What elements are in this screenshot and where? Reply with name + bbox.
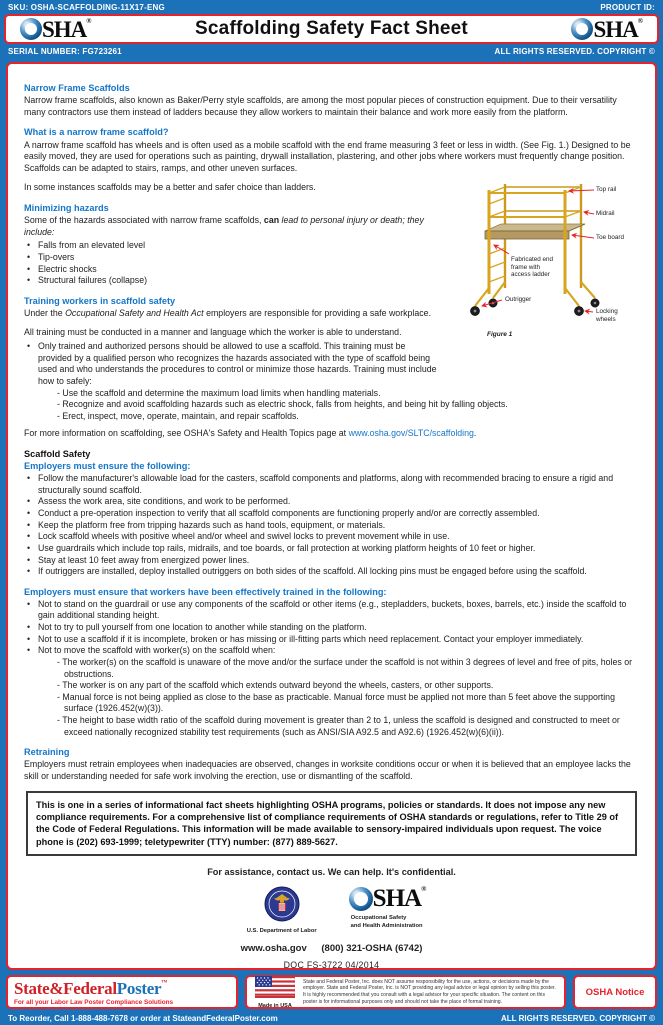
bullet-icon: • [27, 531, 31, 542]
usa-flag-icon [255, 976, 295, 998]
sub-list-item: - Erect, inspect, move, operate, maintain, and repair scaffolds. [57, 410, 299, 421]
osha-phone: (800) 321-OSHA (6742) [321, 942, 423, 954]
bullet-icon: • [27, 341, 31, 352]
rights-label: ALL RIGHTS RESERVED. COPYRIGHT © [494, 46, 655, 56]
disclaimer-box [245, 975, 566, 1009]
section-heading-training: Training workers in scaffold safety [24, 295, 176, 306]
trained-heading: Employers must ensure that workers have been effectively trained in the following: [24, 586, 387, 597]
bullet-icon: • [27, 519, 31, 530]
osha-o-icon [349, 887, 373, 911]
list-item: • Structural failures (collapse) [24, 275, 437, 287]
figure-label-end-frame: Fabricated end frame with access ladder [511, 256, 554, 278]
list-item: • Follow the manufacturer's allowable load for the casters, scaffold components and platforms, along with recommended bracing to ensure a rigid and structurally sound scaffold. [24, 473, 639, 496]
bullet-icon: • [27, 598, 31, 609]
contact-line [24, 943, 639, 956]
osha-logo-footer: SHA ® [349, 886, 427, 911]
list-item: • Use guardrails which include top rails, midrails, and toe boards, or fall protection at working platform heights of 10 feet or higher. [24, 543, 639, 555]
sub-list-item: - Use the scaffold and determine the maximum load limits when handling materials. [57, 387, 381, 398]
list-item: • Stay at least 10 feet away from energized power lines. [24, 555, 639, 567]
training-under: Under the Occupational Safety and Health Act employers are responsible for providing a safe workplace. [24, 307, 432, 318]
serial-bar [0, 44, 663, 58]
serial-number-label: SERIAL NUMBER: FG723261 [8, 46, 122, 56]
sub-list-item: - The height to base width ratio of the scaffold during movement is greater than 2 to 1, unless the scaffold is designed and constructed to meet or exceed nationally recognized stability test requirements (such as ANSI/SIA A92.5 and A92.6) (1926.452(w)(6)(ii)). [57, 714, 620, 737]
sub-list-item: - Recognize and avoid scaffolding hazards such as electric shock, falls from heights, and being hit by falling objects. [57, 399, 508, 410]
bottom-rights-label: ALL RIGHTS RESERVED. COPYRIGHT © [500, 1014, 655, 1023]
figure-label-outrigger: Outrigger [505, 296, 532, 304]
footer [6, 975, 657, 1009]
osha-logo-right: SHA ® [571, 18, 643, 41]
list-item: • If outriggers are installed, deploy installed outriggers on both sides of the scaffold. All locking pins must be engaged before using the scaffold. [24, 566, 639, 578]
list-item: • Not to try to pull yourself from one location to another while standing on the platform. [24, 622, 639, 634]
bullet-icon: • [27, 633, 31, 644]
info-notice-box: This is one in a series of informational fact sheets highlighting OSHA programs, policies or standards. It does not impose any new compliance requirements. For a comprehensive list of compliance requirements of OSHA standards or regulations, refer to Title 29 of the Code of Federal Regulations. This information will be made available to sensory-impaired individuals upon request. The voice phone is (202) 693-1999; teletypewriter (TTY) number: (877) 889-5627. [26, 791, 637, 857]
osha-o-icon [571, 18, 593, 40]
fact-sheet-body [6, 62, 657, 970]
osha-scaffolding-link[interactable]: www.osha.gov/SLTC/scaffolding [348, 428, 474, 439]
brand-logo: State&FederalPoster™ [14, 978, 167, 998]
list-item: • Not to stand on the guardrail or use any components of the scaffold or other items (e.g., stepladders, buckets, boxes, barrels, etc.) inside the scaffold to gain additional standing height. [24, 599, 639, 622]
brand-box [6, 975, 238, 1009]
bullet-icon: • [27, 508, 31, 519]
dol-label: U.S. Department of Labor [246, 927, 317, 934]
section-heading-narrow: Narrow Frame Scaffolds [24, 83, 130, 93]
bullet-icon: • [27, 473, 31, 484]
sku-label: SKU: OSHA-SCAFFOLDING-11X17-ENG [8, 2, 165, 12]
figure-label-top-rail: Top rail [596, 186, 617, 194]
top-bar [0, 0, 663, 14]
dol-seal-block [237, 886, 327, 935]
agency-logos [24, 886, 639, 935]
figure-caption: Figure 1 [487, 331, 513, 339]
bullet-icon: • [27, 622, 31, 633]
page-title: Scaffolding Safety Fact Sheet [195, 18, 468, 39]
list-item: • Not to move the scaffold with worker(s) on the scaffold when: [24, 645, 639, 657]
made-in-usa-block [252, 976, 298, 1009]
figure-label-toe-board: Toe board [596, 234, 625, 242]
list-item: • Not to use a scaffold if it is incomplete, broken or has missing or ill-fitting parts which need replacement. Contact your employer immediately. [24, 634, 639, 646]
bullet-icon: • [27, 566, 31, 577]
bullet-icon: • [27, 554, 31, 565]
list-item: • Assess the work area, site conditions, and work to be performed. [24, 496, 639, 508]
list-item: • Electric shocks [24, 264, 437, 276]
scaffold-figure [447, 176, 639, 348]
assistance-line: For assistance, contact us. We can help. It's confidential. [207, 867, 456, 878]
osha-logo-block [349, 886, 427, 930]
osha-notice-badge: OSHA Notice [573, 975, 657, 1009]
doc-number: DOC FS-3722 04/2014 [283, 960, 380, 970]
figure-label-midrail: Midrail [596, 210, 615, 218]
bullet-icon: • [27, 275, 31, 286]
bullet-icon: • [27, 496, 31, 507]
osha-website: www.osha.gov [240, 942, 307, 954]
list-item: • Falls from an elevated level [24, 240, 437, 252]
figure-label-locking-wheels: Locking wheels [596, 308, 618, 323]
list-item: • Conduct a pre-operation inspection to verify that all scaffold components are functioning properly and/or are correctly assembled. [24, 508, 639, 520]
bullet-icon: • [27, 645, 31, 656]
header [4, 14, 659, 44]
note-paragraph: In some instances scaffolds may be a better and safer choice than ladders. [24, 182, 316, 193]
training-all: All training must be conducted in a manner and language which the worker is able to understand. [24, 327, 402, 338]
hazards-intro: Some of the hazards associated with narrow frame scaffolds, can lead to personal injury or death; they include: [24, 215, 424, 237]
sub-list-item: - The worker is on any part of the scaffold which extends outward beyond the wheels, casters, or other supports. [57, 680, 494, 691]
sub-list-item: - Manual force is not being applied as close to the base as practicable. Manual force must be applied not more than 5 feet above the supporting surface (1926.452(w)(3)). [57, 691, 615, 714]
made-in-usa-label: Made in USA [258, 1002, 292, 1009]
more-info: For more information on scaffolding, see OSHA's Safety and Health Topics page at www.osha.gov/SLTC/scaffolding. [24, 428, 477, 439]
sub-list-item: - The worker(s) on the scaffold is unaware of the move and/or the surface under the scaffold is not within 3 degrees of level and free of pits, holes or obstructions. [57, 656, 633, 679]
brand-tagline: For all your Labor Law Poster Compliance Solutions [14, 998, 174, 1006]
narrow-paragraph: Narrow frame scaffolds, also known as Baker/Perry style scaffolds, are among the most popular pieces of construction equipment. Due to their versatility many contractors use them instead of ladders because they allow workers to maintain their balance and work more easily from the platform. [24, 95, 617, 117]
section-heading-scaffold-safety: Scaffold Safety [24, 448, 91, 459]
list-item: • Lock scaffold wheels with positive wheel and/or wheel and swivel locks to prevent movement while in use. [24, 531, 639, 543]
bullet-icon: • [27, 542, 31, 553]
list-item: • Only trained and authorized persons should be allowed to use a scaffold. This training must be provided by a qualified person who recognizes the hazards associated with the type of scaffold being used and who understands the procedures to control or minimize those hazards. Training must include how to safely: [24, 341, 437, 387]
bullet-icon: • [27, 263, 31, 274]
bullet-icon: • [27, 251, 31, 262]
bullet-icon: • [27, 240, 31, 251]
product-id-label: PRODUCT ID: [600, 2, 655, 12]
osha-logo-left: SHA ® [20, 18, 92, 41]
bottom-bar [0, 1012, 663, 1025]
ensure-heading: Employers must ensure the following: [24, 461, 191, 472]
list-item: • Tip-overs [24, 252, 437, 264]
osha-subtext: Occupational Safety and Health Administration [350, 915, 423, 929]
section-heading-retraining: Retraining [24, 747, 70, 758]
what-paragraph: A narrow frame scaffold has wheels and is often used as a mobile scaffold with the end frame measuring 3 feet or less in width. (See Fig. 1.) Designed to be easily moved, they are used for operations such as painting, drywall installation, plastering, and other jobs where workers must frequently change position. Scaffolds can be adapted to stairs, ramps, and other uneven surfaces. [24, 139, 631, 173]
legal-disclaimer: State and Federal Poster, Inc. does NOT assume responsibility for the use, actions, or decisions made by the employer. State and Federal Poster, Inc. is NOT providing any legal advice or legal opinion by selling this poster. It is highly recommended that you consult with a legal advisor for your specific situation. The content on this poster is for informational purposes only and should not take the place of formal training. [303, 978, 556, 1005]
osha-o-icon [20, 18, 42, 40]
section-heading-hazards: Minimizing hazards [24, 202, 109, 213]
list-item: • Keep the platform free from tripping hazards such as hand tools, equipment, or materials. [24, 520, 639, 532]
dol-seal-icon [264, 886, 300, 922]
retraining-paragraph: Employers must retrain employees when inadequacies are observed, changes in worksite conditions occur or when it is believed that an employee lacks the skill or understanding needed for safe work involving the erection, use or dismantling of the scaffold. [24, 759, 631, 781]
section-heading-what: What is a narrow frame scaffold? [24, 127, 169, 138]
reorder-label: To Reorder, Call 1-888-488-7678 or order at StateandFederalPoster.com [8, 1014, 278, 1023]
